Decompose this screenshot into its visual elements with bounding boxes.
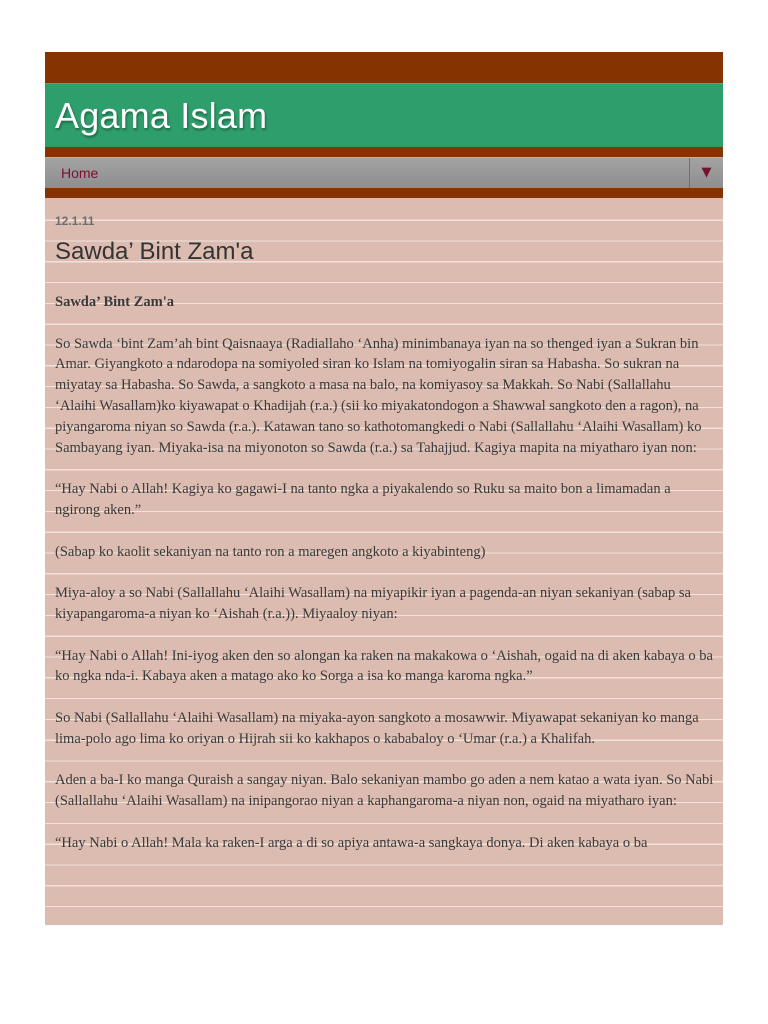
nav-spacer-top: [45, 147, 723, 157]
blog-page: [45, 52, 723, 925]
post-paragraph: Aden a ba-I ko manga Quraish a sangay niyan. Balo sekaniyan mambo go aden a nem katao a wata iyan. So Nabi (Sallallahu ‘Alaihi Wasallam) na inipangorao niyan a kaphangaroma-a niyan non, ogaid na miyatharo iyan:: [55, 772, 714, 810]
menu-dropdown-button[interactable]: [689, 158, 723, 188]
post-date: 12.1.11: [55, 214, 95, 228]
site-header: [45, 83, 723, 147]
post-paragraph: “Hay Nabi o Allah! Kagiya ko gagawi-I na tanto ngka a piyakalendo so Ruku sa maito bon a limamadan a ngirong aken.”: [55, 481, 671, 518]
top-band: [45, 52, 723, 83]
site-title[interactable]: Agama Islam: [55, 95, 268, 136]
post-paragraph: So Sawda ‘bint Zam’ah bint Qaisnaaya (Radiallaho ‘Anha) minimbanaya iyan na so thenged iyan a Sukran bin Amar. Giyangkoto a ndarodopa na somiyoled siran ko Islam na tomiyogalin siran sa Habasha. So sukran na miyatay sa Habasha. So Sawda, a sangkoto a masa na balo, na komiyasoy sa Makkah. So Nabi (Sallallahu ‘Alaihi Wasallam)ko kiyawapat o Khadijah (r.a.) (sii ko miyakatondogon a Shawwal sangkoto den a ragon), na piyangaroma niyan so Sawda (r.a.). Katawan tano so kathotomangkedi o Nabi (Sallallahu ‘Alaihi Wasallam) ko Sambayang iyan. Miyaka-isa na miyonoton so Sawda (r.a.) sa Tahajjud. Kagiya mapita na miyatharo iyan non:: [55, 335, 702, 456]
post-paragraph: Miya-aloy a so Nabi (Sallallahu ‘Alaihi Wasallam) na miyapikir iyan a pagenda-an niyan sekaniyan (sabap sa kiyapangaroma-a niyan ko ‘Aishah (r.a.)). Miyaaloy niyan:: [55, 585, 691, 622]
post-paragraph: So Nabi (Sallallahu ‘Alaihi Wasallam) na miyaka-ayon sangkoto a mosawwir. Miyawapat sekaniyan ko manga lima-polo ago lima ko oriyan o Hijrah sii ko kakhapos o kababaloy o ‘Umar (r.a.) a Khalifah.: [55, 709, 699, 747]
post-paragraph: (Sabap ko kaolit sekaniyan na tanto ron a maregen angkoto a kiyabinteng): [55, 543, 486, 560]
post-body: [55, 292, 715, 874]
post-subtitle: Sawda’ Bint Zam'a: [55, 294, 174, 310]
post-paragraph: “Hay Nabi o Allah! Ini-iyog aken den so alongan ka raken na makakowa o ‘Aishah, ogaid na di aken kabaya o ba ko ngka nda-i. Kabaya aken a matago ako ko Sorga a isa ko manga karoma ngka.”: [55, 647, 713, 685]
post-paragraph: “Hay Nabi o Allah! Mala ka raken-I arga a di so apiya antawa-a sangkaya donya. Di aken kabaya o ba: [55, 834, 648, 851]
nav-spacer-bottom: [45, 188, 723, 198]
post-content-area: [45, 198, 723, 925]
post-title[interactable]: Sawda’ Bint Zam'a: [55, 238, 254, 265]
home-link[interactable]: Home: [61, 165, 99, 181]
nav-bar: [45, 157, 723, 188]
caret-down-icon: ▼: [701, 165, 712, 180]
